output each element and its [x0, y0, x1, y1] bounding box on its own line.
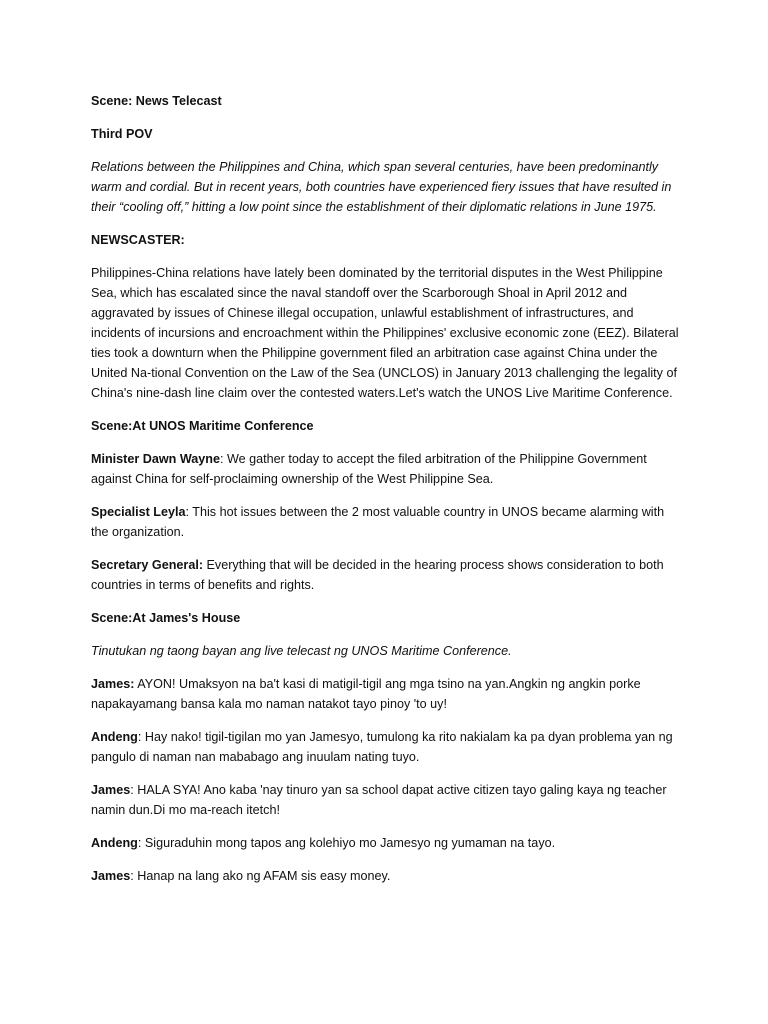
speaker-separator: : — [137, 836, 145, 850]
dialogue-line — [91, 502, 681, 542]
dialogue-text: HALA SYA! Ano kaba 'nay tinuro yan sa school dapat active citizen tayo galing kaya ng teacher namin dun.Di mo ma-reach itetch! — [91, 783, 667, 817]
dialogue-line — [91, 674, 681, 714]
speaker-separator: : — [130, 783, 138, 797]
dialogue-line — [91, 780, 681, 820]
speaker-separator: : — [185, 505, 193, 519]
speaker-name: Specialist Leyla — [91, 505, 186, 519]
speaker-name: Secretary General: — [91, 558, 204, 572]
pov-heading: Third POV — [91, 127, 153, 141]
speaker-name: Andeng — [91, 836, 138, 850]
dialogue-line — [91, 555, 681, 595]
document-page — [91, 91, 681, 899]
speaker-separator: : — [130, 869, 138, 883]
speaker-name: Minister Dawn Wayne — [91, 452, 220, 466]
scene-description: Tinutukan ng taong bayan ang live telecast ng UNOS Maritime Conference. — [91, 644, 512, 658]
speaker-name: Andeng — [91, 730, 138, 744]
speaker-name: James — [91, 783, 131, 797]
dialogue-text: AYON! Umaksyon na ba't kasi di matigil-tigil ang mga tsino na yan.Angkin ng angkin porke napakayamang bansa kala mo naman natakot tayo pinoy 'to uy! — [91, 677, 641, 711]
newscaster-heading: NEWSCASTER: — [91, 233, 185, 247]
scene-heading-james-house: Scene:At James's House — [91, 611, 241, 625]
dialogue-line — [91, 866, 681, 886]
intro-paragraph: Relations between the Philippines and China, which span several centuries, have been predominantly warm and cordial. But in recent years, both countries have experienced fiery issues that have resulted in their “cooling off,” hitting a low point since the establishment of their diplomatic relations in June 1975. — [91, 160, 672, 214]
dialogue-text: Everything that will be decided in the hearing process shows consideration to both countries in terms of benefits and rights. — [91, 558, 664, 592]
dialogue-line — [91, 727, 681, 767]
dialogue-line — [91, 833, 681, 853]
scene-heading-news-telecast: Scene: News Telecast — [91, 94, 222, 108]
scene-heading-unos-conference: Scene:At UNOS Maritime Conference — [91, 419, 314, 433]
speaker-separator: : — [220, 452, 227, 466]
speaker-separator: : — [137, 730, 145, 744]
dialogue-text: Siguraduhin mong tapos ang kolehiyo mo Jamesyo ng yumaman na tayo. — [144, 836, 556, 850]
speaker-name: James — [91, 869, 131, 883]
dialogue-text: This hot issues between the 2 most valuable country in UNOS became alarming with the organization. — [91, 505, 665, 539]
speaker-name: James: — [91, 677, 135, 691]
dialogue-line — [91, 449, 681, 489]
dialogue-text: We gather today to accept the filed arbitration of the Philippine Government against China for self-proclaiming ownership of the West Philippine Sea. — [91, 452, 647, 486]
newscaster-paragraph: Philippines-China relations have lately been dominated by the territorial disputes in the West Philippine Sea, which has escalated since the naval standoff over the Scarborough Shoal in April 2012 and aggravated by issues of Chinese illegal occupation, unlawful establishment of infrastructures, and incidents of incursions and encroachment within the Philippines' exclusive economic zone (EEZ). Bilateral ties took a downturn when the Philippine government filed an arbitration case against China under the United Na-tional Convention on the Law of the Sea (UNCLOS) in January 2013 challenging the legality of China's nine-dash line claim over the contested waters.Let's watch the UNOS Live Maritime Conference. — [91, 266, 679, 400]
dialogue-text: Hay nako! tigil-tigilan mo yan Jamesyo, tumulong ka rito nakialam ka pa dyan problema yan ng pangulo di naman nan mababago ang inuulam nating tuyo. — [91, 730, 673, 764]
dialogue-text: Hanap na lang ako ng AFAM sis easy money. — [137, 869, 391, 883]
